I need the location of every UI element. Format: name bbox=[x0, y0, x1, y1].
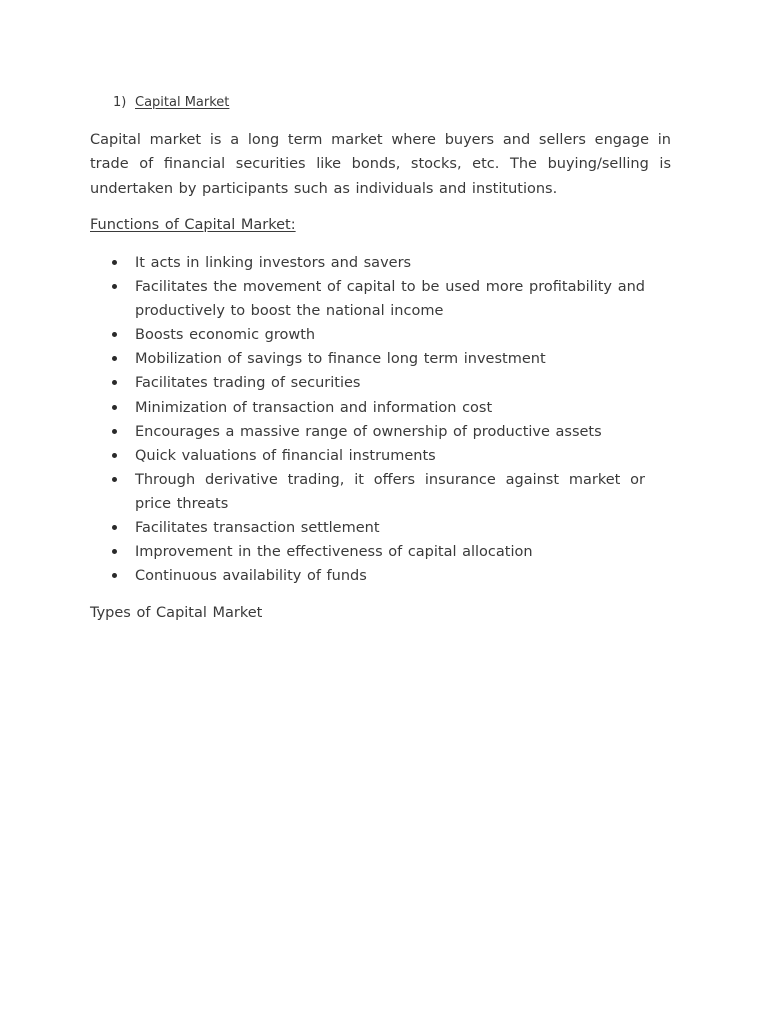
section-number: 1) bbox=[113, 95, 127, 110]
list-item bbox=[135, 347, 645, 371]
functions-heading: Functions of Capital Market: bbox=[90, 217, 296, 233]
list-item bbox=[135, 564, 645, 588]
list-item bbox=[135, 540, 645, 564]
list-item-text: Improvement in the effectiveness of capital allocation bbox=[135, 544, 533, 561]
list-item bbox=[135, 251, 645, 275]
bullet-icon bbox=[112, 284, 117, 289]
intro-paragraph: Capital market is a long term market where buyers and sellers engage in trade of financial securities like bonds, stocks, etc. The buying/selling is undertaken by participants such as individuals and institutions. bbox=[90, 132, 671, 197]
list-item-text: Facilitates transaction settlement bbox=[135, 520, 380, 537]
bullet-icon bbox=[112, 477, 117, 482]
list-item bbox=[135, 396, 645, 420]
list-item bbox=[135, 468, 645, 516]
list-item bbox=[135, 444, 645, 468]
types-heading: Types of Capital Market bbox=[90, 605, 263, 621]
bullet-icon bbox=[112, 332, 117, 337]
list-item-text: Facilitates trading of securities bbox=[135, 375, 361, 392]
list-item-text: It acts in linking investors and savers bbox=[135, 255, 412, 271]
list-item bbox=[135, 323, 645, 347]
bullet-icon bbox=[112, 573, 117, 578]
bullet-icon bbox=[112, 380, 117, 385]
bullet-icon bbox=[112, 260, 117, 265]
bullet-icon bbox=[112, 525, 117, 530]
list-item-text: Facilitates the movement of capital to be used more profitability and productively to boost the national income bbox=[135, 279, 645, 320]
list-item bbox=[135, 420, 645, 444]
list-item-text: Minimization of transaction and information cost bbox=[135, 399, 493, 416]
list-item bbox=[135, 371, 645, 395]
list-item bbox=[135, 275, 645, 323]
bullet-icon bbox=[112, 405, 117, 410]
list-item-text: Continuous availability of funds bbox=[135, 568, 367, 585]
list-item-text: Mobilization of savings to finance long term investment bbox=[135, 351, 546, 368]
functions-list bbox=[135, 251, 645, 588]
list-item-text: Through derivative trading, it offers insurance against market or price threats bbox=[135, 471, 645, 512]
list-item-text: Quick valuations of financial instruments bbox=[135, 447, 436, 464]
list-item-text: Encourages a massive range of ownership of productive assets bbox=[135, 423, 602, 440]
bullet-icon bbox=[112, 549, 117, 554]
bullet-icon bbox=[112, 429, 117, 434]
section-title: Capital Market bbox=[135, 95, 230, 110]
bullet-icon bbox=[112, 453, 117, 458]
bullet-icon bbox=[112, 356, 117, 361]
list-item bbox=[135, 516, 645, 540]
list-item-text: Boosts economic growth bbox=[135, 327, 316, 344]
section-heading bbox=[113, 94, 229, 112]
